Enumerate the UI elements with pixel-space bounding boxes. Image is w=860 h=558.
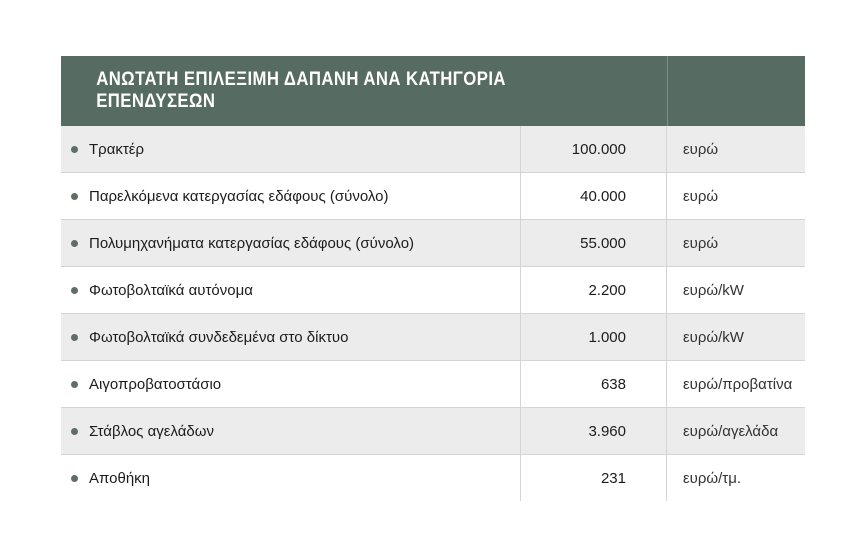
row-label: Παρελκόμενα κατεργασίας εδάφους (σύνολο)	[89, 187, 389, 205]
table-row	[61, 408, 805, 455]
row-label: Αποθήκη	[89, 469, 151, 487]
row-label: Τρακτέρ	[89, 140, 145, 158]
row-label-cell	[61, 220, 521, 266]
row-value: 638	[521, 361, 667, 407]
table-row	[61, 314, 805, 361]
bullet-icon	[71, 428, 78, 435]
bullet-icon	[71, 287, 78, 294]
row-unit: ευρώ	[683, 234, 719, 252]
row-unit: ευρώ/αγελάδα	[683, 422, 779, 440]
row-label: Φωτοβολταϊκά αυτόνομα	[89, 281, 253, 299]
bullet-icon	[71, 334, 78, 341]
row-label: Πολυμηχανήματα κατεργασίας εδάφους (σύνολο)	[89, 234, 415, 252]
table-header	[61, 56, 805, 126]
row-value: 55.000	[521, 220, 667, 266]
row-unit: ευρώ	[683, 140, 719, 158]
row-unit: ευρώ/kW	[683, 328, 744, 346]
row-unit: ευρώ/τμ.	[683, 469, 742, 487]
row-label-cell	[61, 267, 521, 313]
row-value: 231	[521, 455, 667, 501]
row-label-cell	[61, 361, 521, 407]
table-row	[61, 173, 805, 220]
row-value: 1.000	[521, 314, 667, 360]
bullet-icon	[71, 475, 78, 482]
row-label: Αιγοπροβατοστάσιο	[89, 375, 222, 393]
row-label-cell	[61, 408, 521, 454]
table-row	[61, 361, 805, 408]
row-unit: ευρώ/kW	[683, 281, 744, 299]
row-label-cell	[61, 455, 521, 501]
row-value: 3.960	[521, 408, 667, 454]
row-label: Φωτοβολταϊκά συνδεδεμένα στο δίκτυο	[89, 328, 349, 346]
row-unit: ευρώ/προβατίνα	[683, 375, 793, 393]
row-label-cell	[61, 314, 521, 360]
investment-cost-table	[61, 56, 805, 501]
row-label-cell	[61, 126, 521, 172]
bullet-icon	[71, 146, 78, 153]
row-value: 100.000	[521, 126, 667, 172]
row-label: Στάβλος αγελάδων	[89, 422, 214, 440]
table-row	[61, 267, 805, 314]
bullet-icon	[71, 240, 78, 247]
bullet-icon	[71, 381, 78, 388]
table-title: ΑΝΩΤΑΤΗ ΕΠΙΛΕΞΙΜΗ ΔΑΠΑΝΗ ΑΝΑ ΚΑΤΗΓΟΡΙΑ ΕΠΕΝΔΥΣΕΩΝ	[96, 69, 506, 112]
row-unit: ευρώ	[683, 187, 719, 205]
row-value: 2.200	[521, 267, 667, 313]
row-label-cell	[61, 173, 521, 219]
bullet-icon	[71, 193, 78, 200]
table-row	[61, 455, 805, 501]
table-row	[61, 220, 805, 267]
row-value: 40.000	[521, 173, 667, 219]
table-row	[61, 126, 805, 173]
header-unit-cell	[667, 56, 805, 126]
